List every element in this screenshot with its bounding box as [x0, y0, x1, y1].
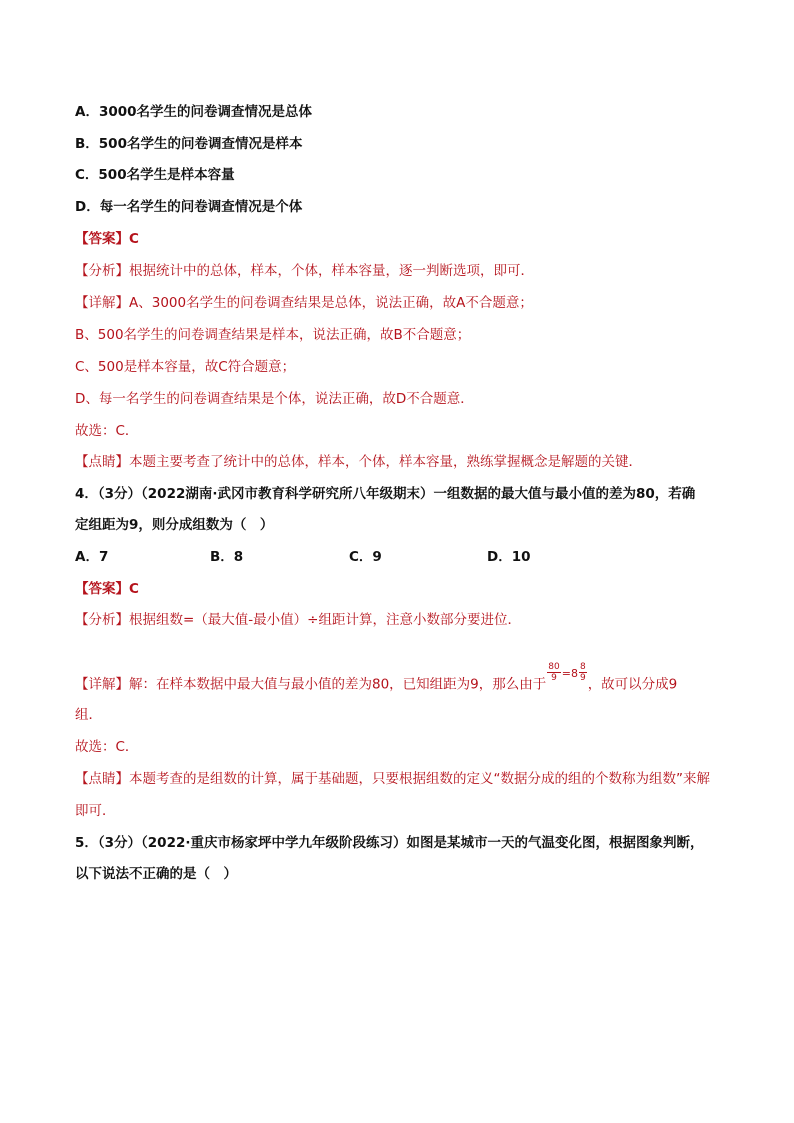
analysis-tag: 【分析】	[75, 263, 129, 279]
detail-line: A、3000名学生的问卷调查结果是总体，说法正确，故A不合题意；	[129, 295, 533, 311]
q5-stem-line2: 以下说法不正确的是（ ）	[75, 866, 237, 882]
answer-value: C	[129, 231, 139, 247]
comment-text: 本题考查的是组数的计算，属于基础题，只要根据组数的定义“数据分成的组的个数称为组数”来解	[129, 771, 710, 787]
fraction-expression: $\frac{80}{9}$ =8 $\frac{8}{9}$	[548, 662, 586, 683]
q4-comment	[75, 770, 725, 788]
detail-text-post: ，故可以分成9	[587, 676, 678, 693]
q4-detail-line2: 组．	[75, 707, 102, 723]
q4-stem-line2: 定组距为9，则分成组数为（ ）	[75, 517, 274, 533]
q3-detail-a	[75, 294, 725, 312]
detail-text: 解：在样本数据中最大值与最小值的差为80，已知组距为9，那么由于	[129, 676, 547, 693]
q4-choice-c: C．9	[349, 549, 382, 565]
answer-tag: 【答案】	[75, 581, 129, 597]
answer-value: C	[129, 581, 139, 597]
q4-choice-a: A．7	[75, 549, 109, 565]
q3-option-d: D．每一名学生的问卷调查情况是个体	[75, 199, 303, 215]
q3-option-b: B．500名学生的问卷调查情况是样本	[75, 136, 303, 152]
analysis-tag: 【分析】	[75, 612, 129, 628]
fraction-8-over-9: $\frac{8}{9}$	[579, 662, 586, 683]
q3-detail-c: C、500是样本容量，故C符合题意；	[75, 359, 296, 375]
analysis-text: 根据组数=（最大值-最小值）÷组距计算，注意小数部分要进位．	[129, 612, 521, 628]
analysis-text: 根据统计中的总体，样本，个体，样本容量，逐一判断选项，即可．	[129, 263, 534, 279]
detail-tag: 【详解】	[75, 676, 129, 693]
q4-analysis	[75, 611, 725, 629]
fraction-80-over-9: $\frac{80}{9}$	[548, 662, 560, 683]
q5-stem-line1: 5．（3分）（2022·重庆市杨家坪中学九年级阶段练习）如图是某城市一天的气温变化图，根据图象判断，	[75, 835, 704, 851]
detail-tag: 【详解】	[75, 295, 129, 311]
comment-text: 本题主要考查了统计中的总体，样本，个体，样本容量，熟练掌握概念是解题的关键．	[129, 454, 642, 470]
q4-answer	[75, 580, 725, 598]
q3-option-c: C．500名学生是样本容量	[75, 167, 235, 183]
q4-stem-line1: 4．（3分）（2022湖南·武冈市教育科学研究所八年级期末）一组数据的最大值与最小值的差为80，若确	[75, 486, 696, 502]
answer-tag: 【答案】	[75, 231, 129, 247]
q3-choose: 故选：C．	[75, 423, 139, 439]
q3-detail-b: B、500名学生的问卷调查结果是样本，说法正确，故B不合题意；	[75, 327, 471, 343]
q3-detail-d: D、每一名学生的问卷调查结果是个体，说法正确，故D不合题意．	[75, 391, 474, 407]
q4-comment-line2: 即可．	[75, 803, 116, 819]
q4-choice-b: B．8	[210, 549, 244, 565]
q3-comment	[75, 453, 725, 471]
comment-tag: 【点睛】	[75, 771, 129, 787]
q3-analysis	[75, 262, 725, 280]
q3-answer	[75, 230, 725, 248]
q4-choice-d: D．10	[487, 549, 531, 565]
q4-choose: 故选：C．	[75, 739, 139, 755]
q3-option-a: A．3000名学生的问卷调查情况是总体	[75, 104, 313, 120]
q4-detail	[75, 662, 725, 695]
comment-tag: 【点睛】	[75, 454, 129, 470]
